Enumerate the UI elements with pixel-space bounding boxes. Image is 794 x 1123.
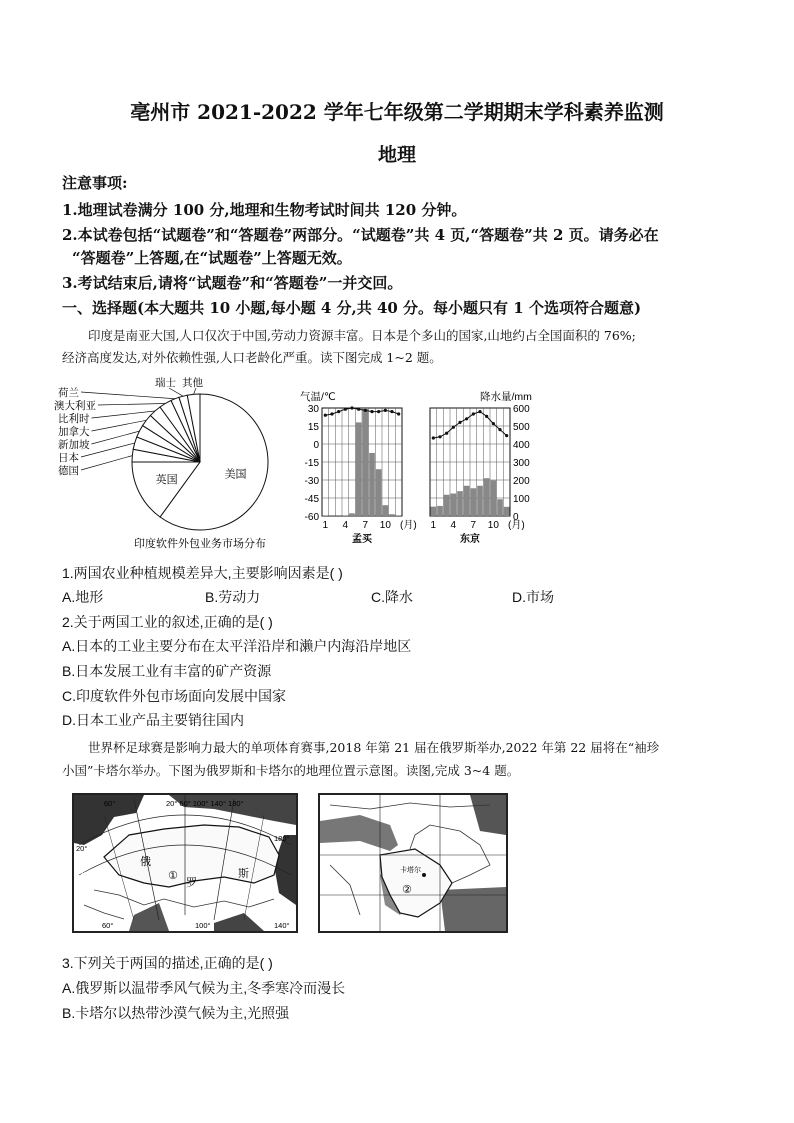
temp-point xyxy=(432,436,435,439)
temp-point xyxy=(357,408,360,411)
precip-bar xyxy=(389,514,395,516)
temp-tick-label: -60 xyxy=(304,512,319,523)
temp-tick-label: 0 xyxy=(313,440,319,451)
temp-tick-label: -45 xyxy=(304,494,319,505)
q3-option-a[interactable]: A.俄罗斯以温带季风气候为主,冬季寒冷而漫长 xyxy=(62,980,346,996)
q2-option-d[interactable]: D.日本工业产品主要销往国内 xyxy=(62,712,244,728)
temp-tick-label: -15 xyxy=(304,458,319,469)
precip-axis-label: 降水量/mm xyxy=(480,391,532,403)
precip-bar xyxy=(451,494,457,517)
pie-leader-line xyxy=(92,431,140,444)
pie-label: 比利时 xyxy=(58,413,90,425)
x-tick-label: 1 xyxy=(430,520,437,531)
precip-bar xyxy=(349,513,355,516)
x-tick-label: 4 xyxy=(342,520,349,531)
precip-tick-label: 100 xyxy=(513,494,530,505)
pie-label: 日本 xyxy=(58,452,79,464)
x-tick-label: 10 xyxy=(487,520,499,531)
precip-tick-label: 200 xyxy=(513,476,530,487)
notes-heading: 注意事项: xyxy=(62,174,128,192)
precip-bar xyxy=(497,499,503,516)
russia-map xyxy=(72,793,298,933)
q2-option-a[interactable]: A.日本的工业主要分布在太平洋沿岸和濑户内海沿岸地区 xyxy=(62,638,412,654)
x-tick-label: 7 xyxy=(470,520,477,531)
pie-chart xyxy=(54,376,268,530)
intro-2-line2: 小国”卡塔尔举办。下图为俄罗斯和卡塔尔的地理位置示意图。读图,完成 3~4 题。 xyxy=(62,763,520,778)
russia-map-lat-60: 60° xyxy=(104,799,116,808)
page-title: 亳州市 2021-2022 学年七年级第二学期期末学科素养监测 xyxy=(130,100,664,124)
note-1: 1.地理试卷满分 100 分,地理和生物考试时间共 120 分钟。 xyxy=(62,201,467,219)
temp-tick-label: -30 xyxy=(304,476,319,487)
temp-point xyxy=(498,428,501,431)
q1-option-a[interactable]: A.地形 xyxy=(62,589,104,605)
pie-label: 加拿大 xyxy=(58,426,90,438)
x-tick-label: 1 xyxy=(322,520,329,531)
qatar-map-label: 卡塔尔 xyxy=(400,867,421,874)
precip-tick-label: 400 xyxy=(513,440,530,451)
x-unit-label: (月) xyxy=(508,520,525,531)
precip-bar xyxy=(376,469,382,516)
temp-point xyxy=(370,410,373,413)
temp-point xyxy=(492,422,495,425)
temp-point xyxy=(438,435,441,438)
temp-point xyxy=(397,412,400,415)
qatar-map xyxy=(318,793,508,933)
temp-point xyxy=(344,408,347,411)
x-unit-label: (月) xyxy=(400,520,417,531)
precip-tick-label: 600 xyxy=(513,404,530,415)
precip-bar xyxy=(356,422,362,516)
precip-bar xyxy=(431,507,437,516)
q2-option-c[interactable]: C.印度软件外包市场面向发展中国家 xyxy=(62,688,286,704)
russia-map-lat-20: 20° xyxy=(76,844,88,853)
temp-point xyxy=(384,409,387,412)
precip-bar xyxy=(457,491,463,516)
temp-axis-label: 气温/℃ xyxy=(300,391,336,403)
q2-option-b[interactable]: B.日本发展工业有丰富的矿产资源 xyxy=(62,663,272,679)
temp-point xyxy=(445,432,448,435)
precip-tick-label: 0 xyxy=(513,512,519,523)
x-tick-label: 4 xyxy=(450,520,457,531)
precip-bar xyxy=(477,486,483,516)
precip-bar xyxy=(383,505,389,516)
q1-option-c[interactable]: C.降水 xyxy=(371,589,413,605)
note-2a: 2.本试卷包括“试题卷”和“答题卷”两部分。“试题卷”共 4 页,“答题卷”共 2 页。请务必在 xyxy=(62,226,659,244)
intro-1-line2: 经济高度发达,对外依赖性强,人口老龄化严重。读下图完成 1~2 题。 xyxy=(62,350,442,365)
pie-label: 德国 xyxy=(58,465,79,477)
pie-leader-line xyxy=(92,420,147,431)
q3-stem: 3.下列关于两国的描述,正确的是( ) xyxy=(62,955,273,971)
pie-leader-line xyxy=(81,392,175,399)
pie-label: 英国 xyxy=(155,473,178,486)
precip-bar xyxy=(437,506,443,516)
pie-leader-line xyxy=(81,456,132,470)
temp-point xyxy=(330,412,333,415)
precip-bar xyxy=(504,507,510,516)
russia-map-marker: ① xyxy=(168,870,178,882)
precip-tick-label: 500 xyxy=(513,422,530,433)
pie-chart-title: 印度软件外包业务市场分布 xyxy=(134,538,266,550)
temp-point xyxy=(465,417,468,420)
precip-tick-label: 300 xyxy=(513,458,530,469)
pie-label: 荷兰 xyxy=(58,387,79,399)
q3-option-b[interactable]: B.卡塔尔以热带沙漠气候为主,光照强 xyxy=(62,1005,290,1021)
intro-1-line1: 印度是南亚大国,人口仅次于中国,劳动力资源丰富。日本是个多山的国家,山地约占全国面积的 76%; xyxy=(88,328,636,343)
q1-option-b[interactable]: B.劳动力 xyxy=(205,589,261,605)
section-heading: 一、选择题(本大题共 10 小题,每小题 4 分,共 40 分。每小题只有 1 个选项符合题意) xyxy=(62,299,642,317)
russia-map-lon-180: 180° xyxy=(274,834,290,843)
mumbai-climate-chart xyxy=(300,390,417,545)
temp-point xyxy=(485,415,488,418)
russia-map-si: 斯 xyxy=(238,868,249,880)
temp-point xyxy=(390,410,393,413)
precip-bar xyxy=(369,453,375,516)
precip-bar xyxy=(471,488,477,516)
temp-point xyxy=(364,409,367,412)
russia-map-e: 俄 xyxy=(140,856,151,868)
russia-map-bottom-60: 60° xyxy=(102,921,114,930)
note-3: 3.考试结束后,请将“试题卷”和“答题卷”一并交回。 xyxy=(62,274,403,292)
temp-point xyxy=(350,406,353,409)
temp-point xyxy=(452,426,455,429)
q2-stem: 2.关于两国工业的叙述,正确的是( ) xyxy=(62,614,273,630)
q1-stem: 1.两国农业种植规模差异大,主要影响因素是( ) xyxy=(62,565,343,581)
pie-label: 澳大利亚 xyxy=(54,400,96,412)
russia-map-moscow: 莫斯科 xyxy=(80,873,101,880)
tokyo-climate-chart xyxy=(430,390,532,545)
temp-point xyxy=(505,434,508,437)
temp-point xyxy=(458,421,461,424)
x-tick-label: 10 xyxy=(379,520,391,531)
temp-tick-label: 15 xyxy=(307,422,319,433)
intro-2-line1: 世界杯足球赛是影响力最大的单项体育赛事,2018 年第 21 届在俄罗斯举办,2022 年第 22 届将在“袖珍 xyxy=(88,740,660,755)
russia-map-bottom-100: 100° xyxy=(195,921,211,930)
precip-bar xyxy=(464,486,470,516)
pie-leader-line xyxy=(92,411,156,418)
temp-point xyxy=(377,410,380,413)
russia-map-bottom-140: 140° xyxy=(274,921,290,930)
pie-label: 其他 xyxy=(182,377,203,389)
pie-label: 新加坡 xyxy=(58,439,90,451)
precip-bar xyxy=(491,480,497,516)
pie-label: 瑞士 xyxy=(155,377,176,389)
climate-chart-title: 东京 xyxy=(460,534,480,545)
precip-bar xyxy=(444,495,450,516)
precip-bar xyxy=(484,478,490,516)
subject-title: 地理 xyxy=(377,144,416,166)
russia-map-top-lon: 20° 60° 100° 140° 180° xyxy=(166,799,244,808)
precip-bar xyxy=(363,408,369,516)
temp-tick-label: 30 xyxy=(307,404,319,415)
pie-label: 美国 xyxy=(224,468,247,481)
x-tick-label: 7 xyxy=(362,520,369,531)
temp-point xyxy=(478,410,481,413)
climate-chart-title: 孟买 xyxy=(352,534,372,545)
note-2b: “答题卷”上答题,在“试题卷”上答题无效。 xyxy=(72,249,352,267)
pie-leader-line xyxy=(98,403,165,405)
temp-point xyxy=(472,412,475,415)
q1-option-d[interactable]: D.市场 xyxy=(512,589,554,605)
pie-leader-line xyxy=(169,388,183,396)
temp-point xyxy=(324,414,327,417)
temp-point xyxy=(337,410,340,413)
figure-1 xyxy=(54,372,540,552)
qatar-map-marker: ② xyxy=(402,884,412,896)
russia-map-luo: 罗 xyxy=(186,877,197,889)
